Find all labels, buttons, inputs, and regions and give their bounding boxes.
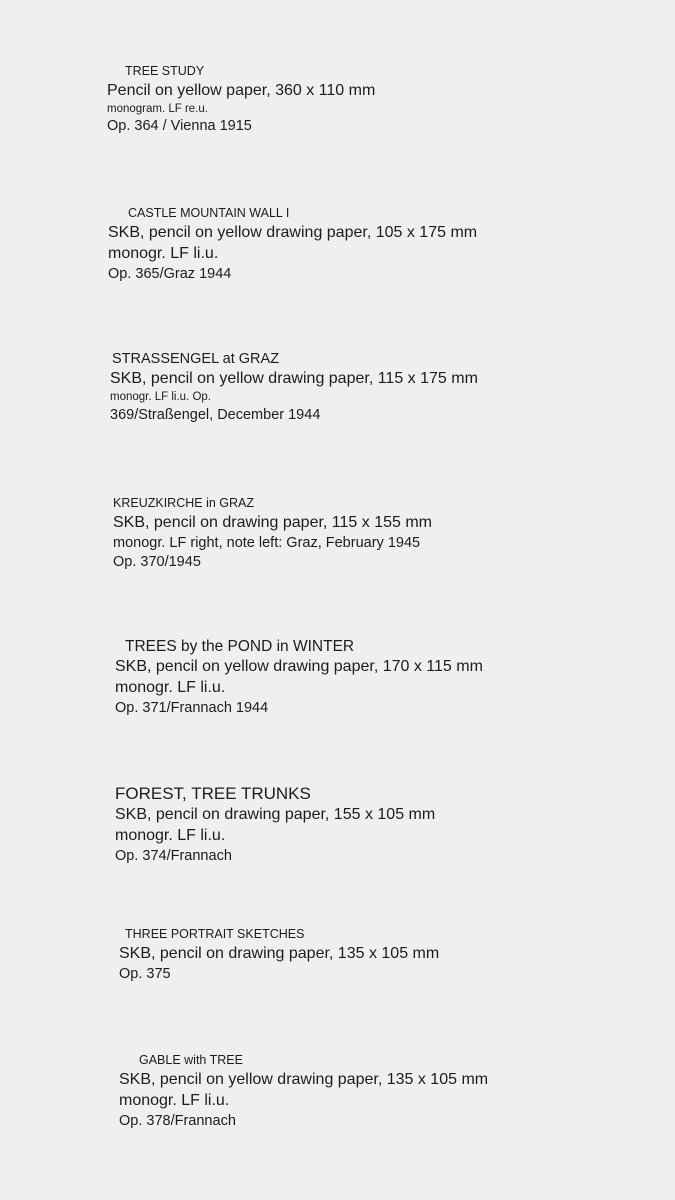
entry-monogram: monogr. LF li.u. Op. (110, 391, 211, 404)
catalogue-entry (107, 64, 375, 135)
entry-monogram: monogram. LF re.u. (107, 102, 208, 115)
entry-description: SKB, pencil on drawing paper, 155 x 105 mm (115, 806, 436, 824)
entry-title: CASTLE MOUNTAIN WALL I (128, 206, 290, 220)
entry-title: TREE STUDY (125, 64, 205, 78)
catalogue-entry (115, 637, 483, 718)
entry-reference: Op. 365/Graz 1944 (108, 265, 232, 282)
entry-description: SKB, pencil on yellow drawing paper, 115 x 175 mm (110, 370, 478, 388)
entry-description: SKB, pencil on yellow drawing paper, 170 x 115 mm (115, 658, 483, 676)
entry-monogram: monogr. LF li.u. (119, 1091, 230, 1109)
entry-description: Pencil on yellow paper, 360 x 110 mm (107, 81, 376, 99)
entry-reference: Op. 375 (119, 965, 171, 982)
entry-reference: 369/Straßengel, December 1944 (110, 406, 321, 423)
entry-reference: Op. 364 / Vienna 1915 (107, 118, 252, 134)
entry-description: SKB, pencil on drawing paper, 135 x 105 mm (119, 944, 440, 962)
entry-description: SKB, pencil on yellow drawing paper, 105 x 175 mm (108, 223, 478, 241)
entry-monogram: monogr. LF li.u. (115, 679, 226, 697)
entry-title: KREUZKIRCHE in GRAZ (113, 496, 254, 510)
catalogue-entry (108, 206, 477, 283)
catalogue-entry (110, 350, 478, 424)
entry-description: SKB, pencil on yellow drawing paper, 135 x 105 mm (119, 1070, 489, 1088)
entry-reference: Op. 374/Frannach (115, 848, 232, 865)
catalogue-entry (115, 783, 435, 865)
entry-title: GABLE with TREE (139, 1053, 243, 1067)
entry-title: STRASSENGEL at GRAZ (112, 351, 280, 367)
entry-monogram: monogr. LF li.u. (115, 827, 226, 845)
entry-reference: Op. 371/Frannach 1944 (115, 700, 269, 717)
catalogue-entry (119, 1053, 488, 1130)
entry-title: THREE PORTRAIT SKETCHES (125, 927, 305, 941)
entry-title: FOREST, TREE TRUNKS (115, 784, 311, 803)
entry-monogram: monogr. LF li.u. (108, 244, 219, 262)
catalogue-entry (113, 496, 432, 571)
entry-reference: Op. 378/Frannach (119, 1112, 236, 1129)
entry-title: TREES by the POND in WINTER (125, 638, 355, 655)
entry-reference: Op. 370/1945 (113, 553, 201, 570)
entry-description: SKB, pencil on drawing paper, 115 x 155 mm (113, 513, 432, 531)
entry-monogram: monogr. LF right, note left: Graz, February 1945 (113, 534, 421, 551)
catalogue-entry (119, 927, 439, 983)
